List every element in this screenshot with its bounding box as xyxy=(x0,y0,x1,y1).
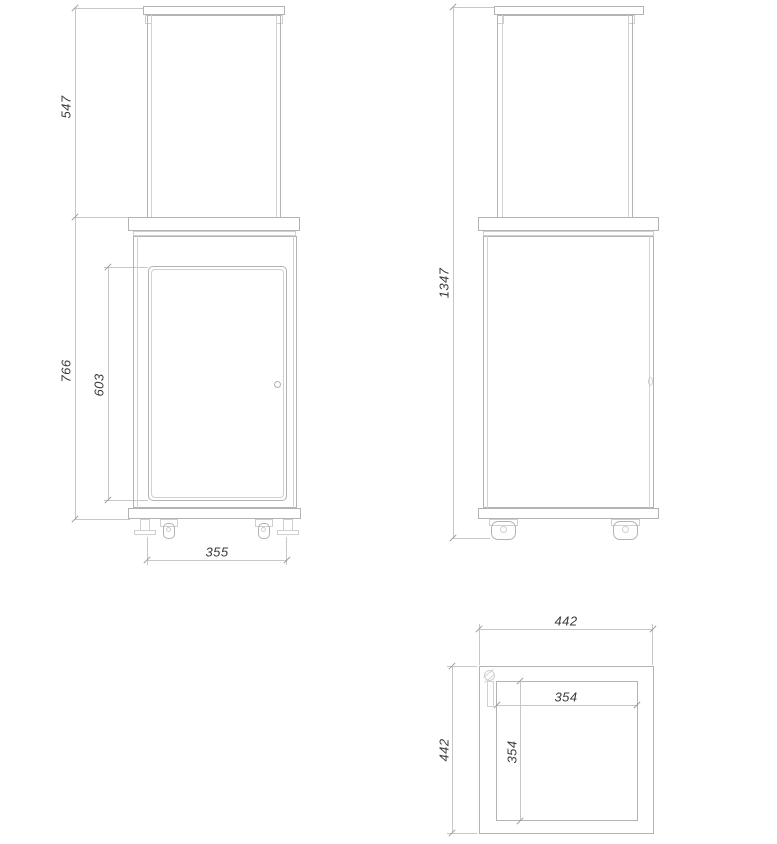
caster-axle xyxy=(166,527,171,532)
glass-edge-line xyxy=(151,15,152,218)
door-hinge-bump xyxy=(648,377,653,386)
dim-extension-line xyxy=(453,7,495,8)
foot-pad xyxy=(134,530,156,535)
cabinet-body xyxy=(483,236,654,508)
dimension-line xyxy=(497,705,637,706)
glass-edge-line xyxy=(502,15,503,218)
cabinet-edge-line xyxy=(649,236,650,508)
caster-axle xyxy=(500,526,507,533)
glass-edge-line xyxy=(276,15,277,218)
dim-extension-line xyxy=(75,217,130,218)
dim-label-inner-depth: 354 xyxy=(504,740,520,764)
dim-label-glass-height: 547 xyxy=(58,95,74,119)
cabinet-edge-line xyxy=(137,236,138,508)
dim-tick xyxy=(649,625,656,632)
dimension-line xyxy=(479,629,653,630)
dim-label-door-height: 603 xyxy=(91,373,107,397)
gas-valve-body xyxy=(487,681,494,707)
dim-extension-line xyxy=(75,8,143,9)
cabinet-edge-line xyxy=(293,236,294,508)
dim-label-inner-width: 354 xyxy=(554,689,578,705)
dim-label-base-width: 355 xyxy=(205,544,229,560)
dim-extension-line xyxy=(479,624,480,665)
door-inner-panel xyxy=(151,269,284,498)
base-plate xyxy=(128,508,301,519)
door-lock xyxy=(274,381,281,388)
dimension-line xyxy=(452,666,453,834)
glass-enclosure xyxy=(147,15,281,218)
dim-label-total-height: 1347 xyxy=(436,267,452,299)
dimension-line xyxy=(147,560,287,561)
caster-axle xyxy=(261,527,266,532)
cabinet-edge-line xyxy=(487,236,488,508)
dimension-line xyxy=(453,7,454,539)
glass-edge-line xyxy=(628,15,629,218)
dim-extension-line xyxy=(75,519,130,520)
dim-label-top-depth: 442 xyxy=(436,738,452,762)
dim-label-top-width: 442 xyxy=(554,613,578,629)
dimension-line xyxy=(75,8,76,520)
dim-tick xyxy=(283,556,290,563)
top-cap-bar xyxy=(494,6,644,15)
dim-label-body-height: 766 xyxy=(58,359,74,383)
caster-axle xyxy=(622,526,629,533)
top-cap-bar xyxy=(143,6,285,15)
dimension-line xyxy=(520,681,521,821)
glass-enclosure xyxy=(497,15,633,218)
dimension-line xyxy=(108,267,109,501)
burner-plate xyxy=(478,217,659,231)
dim-extension-line xyxy=(453,538,490,539)
foot-pad xyxy=(277,530,299,535)
burner-plate xyxy=(128,217,300,231)
base-plate xyxy=(478,508,659,519)
